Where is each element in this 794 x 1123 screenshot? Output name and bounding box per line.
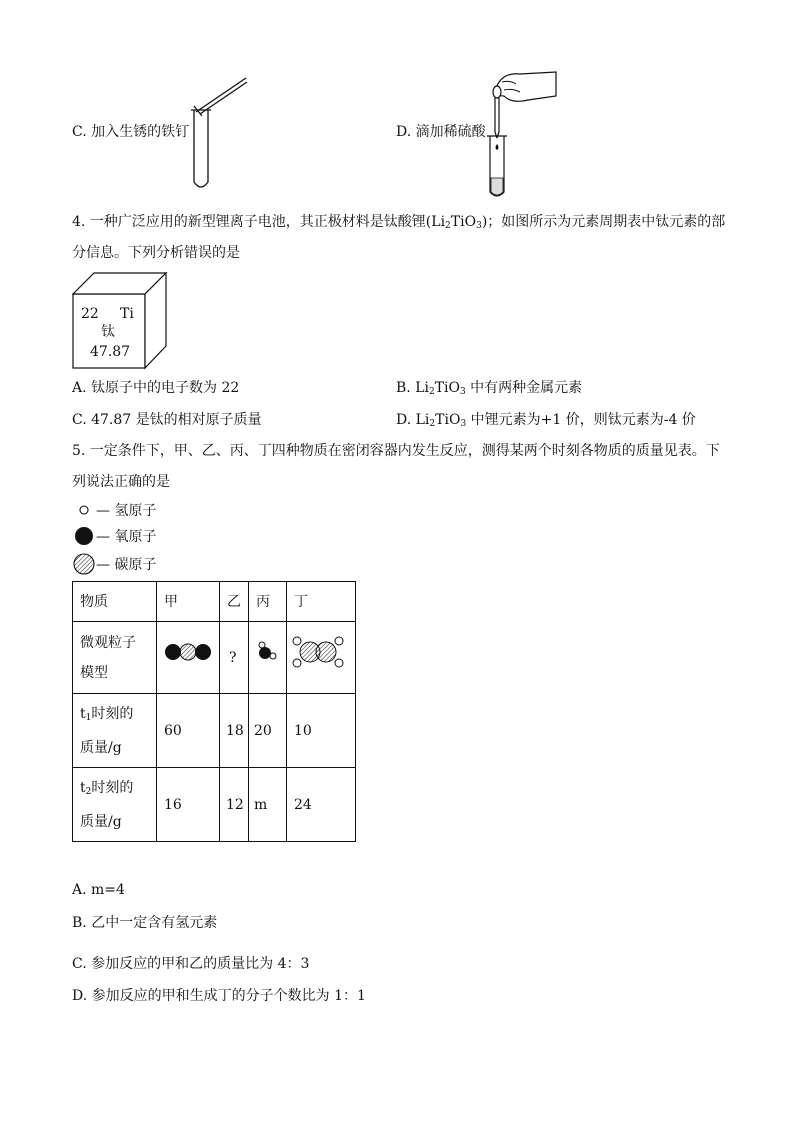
q4-option-a: A. 钛原子中的电子数为 22 xyxy=(72,380,240,396)
table-header-cell: 物质 xyxy=(73,582,157,622)
dropper-with-hand-icon xyxy=(482,66,562,200)
table-cell: 24 xyxy=(287,768,356,842)
hydrogen-atom-icon xyxy=(80,506,88,514)
q5-option-a: A. m=4 xyxy=(72,882,125,898)
ding-model-cell xyxy=(287,622,356,694)
bing-model-cell xyxy=(249,622,287,694)
jia-model-cell xyxy=(157,622,220,694)
element-name: 钛 xyxy=(101,324,115,340)
q5-option-c: C. 参加反应的甲和乙的质量比为 4：3 xyxy=(72,956,310,972)
co2-molecule-icon xyxy=(164,642,212,662)
table-cell: 20 xyxy=(249,694,287,768)
table-header-cell: 丁 xyxy=(287,582,356,622)
table-header-cell: 乙 xyxy=(220,582,249,622)
yi-model-cell: ? xyxy=(220,622,249,694)
atom-legend-icons xyxy=(72,500,98,584)
q3-option-d: D. 滴加稀硫酸 xyxy=(396,124,486,140)
table-cell: 12 xyxy=(220,768,249,842)
table-row-model xyxy=(73,622,356,694)
water-molecule-icon xyxy=(256,641,278,663)
table-cell: m xyxy=(249,768,287,842)
q4-option-d: D. $Li_2TiO_3$ 中锂元素为+1 价，则钛元素为-4 价 xyxy=(396,412,696,429)
oxygen-atom-icon xyxy=(75,527,93,545)
row-label-model: 微观粒子 模型 xyxy=(73,622,157,694)
mass-table xyxy=(72,581,356,842)
table-row-t2 xyxy=(73,768,356,842)
q4-stem-line1: 4. 一种广泛应用的新型锂离子电池，其正极材料是钛酸锂$(Li_2TiO_3)$；如图所示为元素周期表中钛元素的部 xyxy=(72,214,726,231)
legend-hydrogen: — 氢原子 xyxy=(96,503,157,519)
ethylene-molecule-icon xyxy=(291,635,345,669)
table-cell: 60 xyxy=(157,694,220,768)
table-row-t1 xyxy=(73,694,356,768)
legend-carbon: — 碳原子 xyxy=(96,557,157,573)
table-header-cell: 甲 xyxy=(157,582,220,622)
q3-option-c: C. 加入生锈的铁钉 xyxy=(72,124,190,140)
atomic-mass: 47.87 xyxy=(90,344,131,360)
row-label-t2: $t_2$时刻的 质量/g xyxy=(73,768,157,842)
table-cell: 10 xyxy=(287,694,356,768)
carbon-atom-icon xyxy=(74,554,94,574)
titanium-element-cell xyxy=(72,272,168,374)
q4-option-c: C. 47.87 是钛的相对原子质量 xyxy=(72,412,262,428)
table-header-cell: 丙 xyxy=(249,582,287,622)
test-tube-with-nail-icon xyxy=(188,72,250,194)
q4-stem-line2: 分信息。下列分析错误的是 xyxy=(72,245,240,261)
table-cell: 18 xyxy=(220,694,249,768)
q5-stem-line1: 5. 一定条件下，甲、乙、丙、丁四种物质在密闭容器内发生反应，测得某两个时刻各物质的质量见表。下 xyxy=(72,443,720,459)
atomic-number: 22 xyxy=(81,306,99,322)
row-label-t1: $t_1$时刻的 质量/g xyxy=(73,694,157,768)
table-cell: 16 xyxy=(157,768,220,842)
legend-oxygen: — 氧原子 xyxy=(96,529,157,545)
q5-option-b: B. 乙中一定含有氢元素 xyxy=(72,915,218,931)
table-row-header xyxy=(73,582,356,622)
element-symbol: Ti xyxy=(120,306,134,322)
q5-stem-line2: 列说法正确的是 xyxy=(72,474,170,490)
q5-option-d: D. 参加反应的甲和生成丁的分子个数比为 1：1 xyxy=(72,988,366,1004)
q4-option-b: B. $Li_2TiO_3$ 中有两种金属元素 xyxy=(396,380,583,397)
